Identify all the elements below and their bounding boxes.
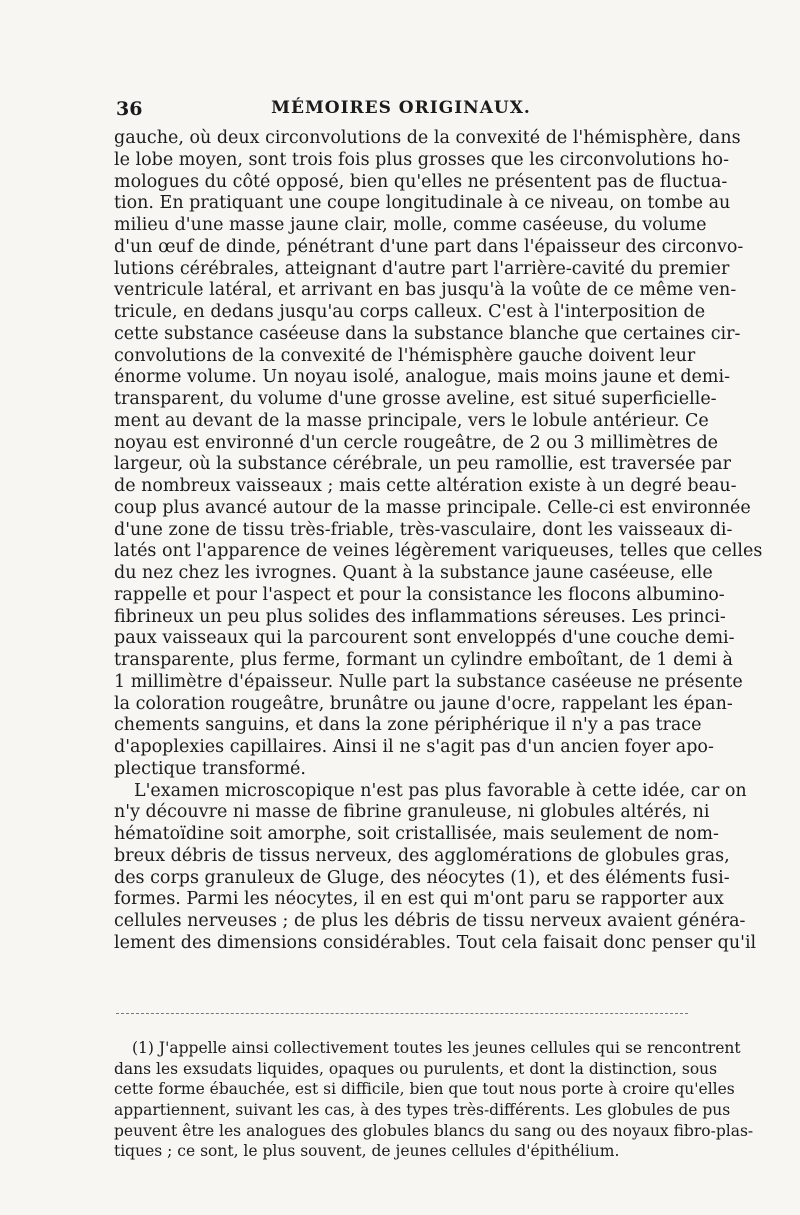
text-line: tion. En pratiquant une coupe longitudinale à ce niveau, on tombe au [114,193,731,214]
text-line: latés ont l'apparence de veines légèrement variqueuses, telles que celles [114,541,763,562]
text-line: convolutions de la convexité de l'hémisphère gauche doivent leur [114,345,696,366]
text-line: mologues du côté opposé, bien qu'elles ne présentent pas de fluctua- [114,171,728,192]
text-line: 1 millimètre d'épaisseur. Nulle part la substance caséeuse ne présente [114,671,743,692]
footnote [114,1038,754,1162]
footnote-line: appartiennent, suivant les cas, à des types très-différents. Les globules de pus [114,1101,731,1120]
text-line: coup plus avancé autour de la masse principale. Celle-ci est environnée [114,497,751,518]
body-text [114,128,763,955]
text-line: d'apoplexies capillaires. Ainsi il ne s'agit pas d'un ancien foyer apo- [114,737,714,757]
text-line: énorme volume. Un noyau isolé, analogue, mais moins jaune et demi- [114,367,731,388]
text-line: rappelle et pour l'aspect et pour la consistance les flocons albumino- [114,584,725,605]
page-number: 36 [116,98,143,120]
footnote-line: cette forme ébauchée, est si difficile, bien que tout nous porte à croire qu'elles [114,1080,735,1099]
text-line: cette substance caséeuse dans la substance blanche que certaines cir- [114,323,741,344]
text-line: chements sanguins, et dans la zone périphérique il n'y a pas trace [114,715,702,736]
text-line: fibrineux un peu plus solides des inflammations séreuses. Les princi- [114,606,726,627]
text-line: le lobe moyen, sont trois fois plus grosses que les circonvolutions ho- [114,149,729,170]
text-line: transparente, plus ferme, formant un cylindre emboîtant, de 1 demi à [114,650,733,670]
text-line: n'y découvre ni masse de fibrine granuleuse, ni globules altérés, ni [114,802,710,823]
text-line: d'une zone de tissu très-friable, très-vasculaire, dont les vaisseaux di- [114,519,733,540]
footnote-line: peuvent être les analogues des globules blancs du sang ou des noyaux fibro-plas- [114,1121,754,1140]
text-line: la coloration rougeâtre, brunâtre ou jaune d'ocre, rappelant les épan- [114,693,733,714]
text-line: noyau est environné d'un cercle rougeâtre, de 2 ou 3 millimètres de [114,432,719,453]
text-line: L'examen microscopique n'est pas plus favorable à cette idée, car on [134,780,747,801]
footnote-rule [116,1013,688,1014]
text-line: gauche, où deux circonvolutions de la convexité de l'hémisphère, dans [114,128,741,148]
text-line: lement des dimensions considérables. Tout cela faisait donc penser qu'il [114,932,757,953]
running-head: MÉMOIRES ORIGINAUX. [271,98,531,118]
text-line: ventricule latéral, et arrivant en bas jusqu'à la voûte de ce même ven- [114,280,737,301]
text-line: tricule, en dedans jusqu'au corps calleux. C'est à l'interposition de [114,302,706,322]
text-line: de nombreux vaisseaux ; mais cette altération existe à un degré beau- [114,476,737,496]
text-line: hématoïdine soit amorphe, soit cristallisée, mais seulement de nom- [114,824,719,844]
text-line: transparent, du volume d'une grosse aveline, est situé superficielle- [114,389,717,409]
footnote-line: tiques ; ce sont, le plus souvent, de jeunes cellules d'épithélium. [114,1142,620,1161]
text-line: du nez chez les ivrognes. Quant à la substance jaune caséeuse, elle [114,563,713,583]
text-line: d'un œuf de dinde, pénétrant d'une part dans l'épaisseur des circonvo- [114,236,744,257]
text-line: ment au devant de la masse principale, vers le lobule antérieur. Ce [114,410,709,431]
page-header [116,98,686,124]
text-line: des corps granuleux de Gluge, des néocytes (1), et des éléments fusi- [114,867,730,888]
text-line: paux vaisseaux qui la parcourent sont enveloppés d'une couche demi- [114,628,735,649]
text-line: plectique transformé. [114,758,306,779]
text-line: milieu d'une masse jaune clair, molle, comme caséeuse, du volume [114,215,707,235]
text-line: breux débris de tissus nerveux, des agglomérations de globules gras, [114,845,730,866]
text-line: cellules nerveuses ; de plus les débris de tissu nerveux avaient généra- [114,911,746,931]
text-line: largeur, où la substance cérébrale, un peu ramollie, est traversée par [114,454,731,475]
footnote-line: dans les exsudats liquides, opaques ou purulents, et dont la distinction, sous [114,1059,718,1078]
text-line: lutions cérébrales, atteignant d'autre part l'arrière-cavité du premier [114,258,730,279]
footnote-line: (1) J'appelle ainsi collectivement toutes les jeunes cellules qui se rencontrent [132,1039,741,1057]
text-line: formes. Parmi les néocytes, il en est qui m'ont paru se rapporter aux [114,889,724,910]
